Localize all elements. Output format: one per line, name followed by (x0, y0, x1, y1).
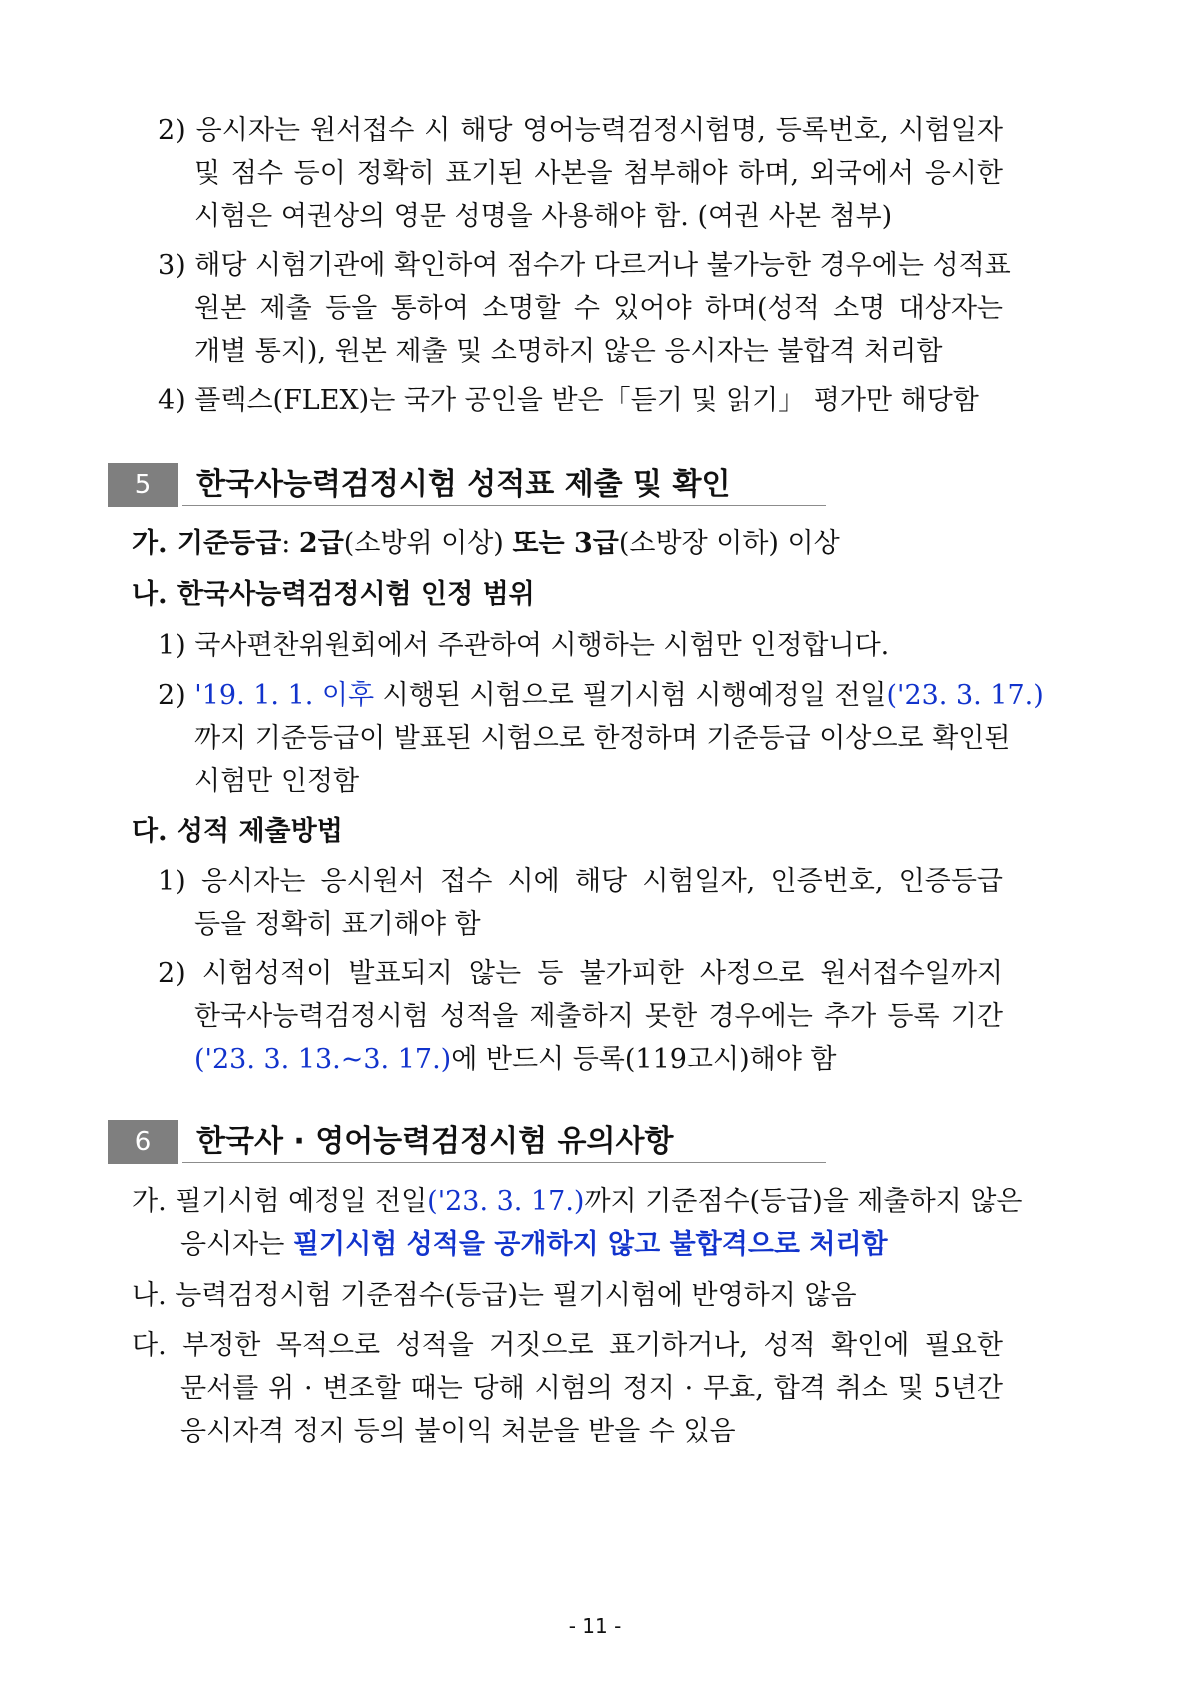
s5-na-item2-line1 (158, 678, 1044, 714)
item-4-3-line3: 개별 통지), 원본 제출 및 소명하지 않은 응시자는 불합격 처리함 (194, 336, 943, 367)
s5-ga-prefix: 가. 기준등급 (132, 528, 282, 559)
s5-da-item2-line3 (194, 1042, 836, 1078)
s6-ga-date: ('23. 3. 17.) (427, 1186, 585, 1217)
s5-na-item2-line3: 시험만 인정함 (194, 766, 360, 797)
s5-da-heading: 다. 성적 제출방법 (132, 816, 343, 847)
s5-da-item1-line1: 1) 응시자는 응시원서 접수 시에 해당 시험일자, 인증번호, 인증등급 (158, 866, 1003, 897)
s6-ga-post: 까지 기준점수(등급)을 제출하지 않은 (584, 1186, 1023, 1217)
s6-da-line3: 응시자격 정지 등의 불이익 처분을 받을 수 있음 (180, 1416, 736, 1447)
s6-ga-line2-emph: 필기시험 성적을 공개하지 않고 불합격으로 처리함 (292, 1229, 888, 1260)
section-6-rule (182, 1162, 826, 1163)
s5-na2-mid: 시행된 시험으로 필기시험 시행예정일 전일 (374, 680, 887, 711)
section-6-number: 6 (108, 1120, 178, 1164)
item-4-3-line2: 원본 제출 등을 통하여 소명할 수 있어야 하며(성적 소명 대상자는 (194, 293, 1003, 324)
s6-ga-line2-pre: 응시자는 (180, 1229, 293, 1260)
item-4-2-line2: 및 점수 등이 정확히 표기된 사본을 첨부해야 하며, 외국에서 응시한 (194, 158, 1003, 189)
s5-ga-or: 또는 (512, 528, 575, 559)
s5-da-item1-line2: 등을 정확히 표기해야 함 (194, 909, 481, 940)
s5-da-item2-line1: 2) 시험성적이 발표되지 않는 등 불가피한 사정으로 원서접수일까지 (158, 958, 1003, 989)
s5-da2-period: ('23. 3. 13.~3. 17.) (194, 1044, 452, 1075)
item-4-4: 4) 플렉스(FLEX)는 국가 공인을 받은「듣기 및 읽기」 평가만 해당함 (158, 385, 979, 416)
section-5-rule (182, 505, 826, 506)
s5-da-item2-line2: 한국사능력검정시험 성적을 제출하지 못한 경우에는 추가 등록 기간 (194, 1001, 1003, 1032)
s5-na-item1: 1) 국사편찬위원회에서 주관하여 시행하는 시험만 인정합니다. (158, 630, 890, 661)
section-6-title: 한국사 · 영어능력검정시험 유의사항 (196, 1124, 674, 1159)
s5-na2-date: '19. 1. 1. 이후 (194, 680, 375, 711)
item-4-3-line1: 3) 해당 시험기관에 확인하여 점수가 다르거나 불가능한 경우에는 성적표 (158, 250, 1011, 281)
s6-ga-pre: 가. 필기시험 예정일 전일 (132, 1186, 428, 1217)
s5-ga-rank2: (소방장 이하) 이상 (618, 528, 840, 559)
s5-na-item2-line2: 까지 기준등급이 발표된 시험으로 한정하며 기준등급 이상으로 확인된 (194, 723, 1011, 754)
s5-na2-num: 2) (158, 680, 195, 711)
item-4-2-line3: 시험은 여권상의 영문 성명을 사용해야 함. (여권 사본 첨부) (194, 201, 893, 232)
s6-da-line1: 다. 부정한 목적으로 성적을 거짓으로 표기하거나, 성적 확인에 필요한 (132, 1330, 1003, 1361)
s5-na-heading: 나. 한국사능력검정시험 인정 범위 (132, 579, 535, 610)
s5-da2-rest: 에 반드시 등록(119고시)해야 함 (451, 1044, 837, 1075)
s5-ga-grade2: 2급 (298, 528, 344, 559)
s6-ga-line2 (180, 1227, 888, 1263)
section-5-number: 5 (108, 463, 178, 507)
s5-ga-line (132, 526, 840, 562)
s6-da-line2: 문서를 위 · 변조할 때는 당해 시험의 정지 · 무효, 합격 취소 및 5년간 (180, 1373, 1003, 1404)
item-4-2-line1: 2) 응시자는 원서접수 시 해당 영어능력검정시험명, 등록번호, 시험일자 (158, 115, 1003, 146)
s5-ga-grade3: 3급 (574, 528, 619, 559)
s5-ga-rank1: (소방위 이상) (343, 528, 513, 559)
s5-na2-deadline: ('23. 3. 17.) (886, 680, 1044, 711)
s5-ga-colon: : (281, 528, 299, 559)
s6-ga-line1 (132, 1184, 1023, 1220)
s6-na: 나. 능력검정시험 기준점수(등급)는 필기시험에 반영하지 않음 (132, 1280, 857, 1311)
page-number: - 11 - (568, 1614, 622, 1638)
section-5-title: 한국사능력검정시험 성적표 제출 및 확인 (196, 467, 731, 502)
